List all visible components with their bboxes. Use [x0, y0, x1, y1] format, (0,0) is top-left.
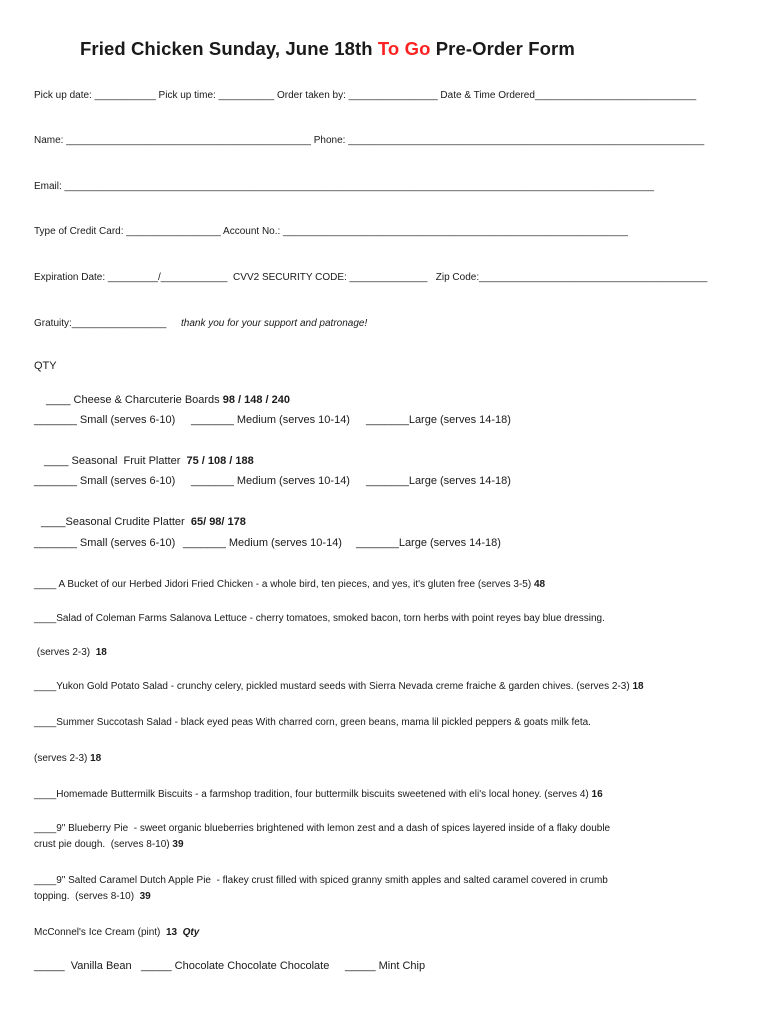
- platter-name: Seasonal Crudite Platter: [65, 516, 191, 528]
- item-fried-chicken[interactable]: [34, 578, 545, 591]
- size-large[interactable]: _______Large (serves 14-18): [366, 414, 511, 426]
- gratuity-line[interactable]: Gratuity:_________________: [34, 318, 167, 329]
- size-medium[interactable]: _______ Medium (serves 10-14): [191, 475, 350, 487]
- item-biscuits[interactable]: [34, 788, 603, 801]
- item-apple-pie-cont: [34, 890, 151, 903]
- item-potato-salad[interactable]: [34, 680, 644, 693]
- item-text: crust pie dough. (serves 8-10): [34, 839, 173, 850]
- item-salanova-serves: [34, 646, 107, 659]
- title-part-1: Fried Chicken Sunday, June 18th: [80, 38, 378, 59]
- name-phone-line[interactable]: Name: ____________________________________________ Phone: ________________________________________________________________: [34, 135, 705, 146]
- ice-cream-heading: [34, 926, 199, 939]
- form-title: [80, 38, 575, 60]
- flavor-mint-chip[interactable]: _____ Mint Chip: [345, 960, 426, 972]
- item-succotash-salad[interactable]: ____Summer Succotash Salad - black eyed peas With charred corn, green beans, mama lil pickled peppers & goats milk feta.: [34, 717, 591, 728]
- platter-cheese-heading: [46, 393, 290, 407]
- item-price: 16: [591, 789, 603, 800]
- email-line[interactable]: Email: __________________________________________________________________________________________________________: [34, 181, 655, 192]
- flavor-chocolate[interactable]: _____ Chocolate Chocolate Chocolate: [141, 960, 330, 972]
- item-price: 18: [632, 681, 644, 692]
- credit-card-line[interactable]: Type of Credit Card: _________________ Account No.: ______________________________________________________________: [34, 226, 628, 237]
- ice-cream-price: 13: [165, 927, 178, 938]
- title-part-2: Pre-Order Form: [430, 38, 575, 59]
- size-large[interactable]: _______Large (serves 14-18): [366, 475, 511, 487]
- platter-crudite-heading: [41, 515, 246, 529]
- item-price: 18: [90, 753, 102, 764]
- size-small[interactable]: _______ Small (serves 6-10): [34, 475, 176, 487]
- item-text: ____Homemade Buttermilk Biscuits - a farmshop tradition, four buttermilk biscuits sweetened with eli's local honey. (serves 4): [34, 789, 592, 800]
- platter-fruit-heading: [44, 454, 254, 468]
- size-medium[interactable]: _______ Medium (serves 10-14): [183, 537, 342, 549]
- item-serves: (serves 2-3): [34, 753, 91, 764]
- size-small[interactable]: _______ Small (serves 6-10): [34, 537, 176, 549]
- item-blueberry-pie[interactable]: ____9" Blueberry Pie - sweet organic blueberries brightened with lemon zest and a dash of spices layered inside of a flaky double: [34, 823, 611, 834]
- item-text: ____Yukon Gold Potato Salad - crunchy celery, pickled mustard seeds with Sierra Nevada creme fraiche & garden chives. (serves 2-3): [34, 681, 633, 692]
- item-succotash-serves: [34, 752, 101, 765]
- thank-you-note: thank you for your support and patronage!: [181, 318, 368, 329]
- platter-prices: 98 / 148 / 240: [222, 394, 291, 406]
- item-price: 39: [139, 891, 151, 902]
- item-price: 39: [172, 839, 184, 850]
- qty-heading: QTY: [34, 360, 57, 372]
- size-large[interactable]: _______Large (serves 14-18): [356, 537, 501, 549]
- title-to-go: To Go: [377, 38, 431, 59]
- item-salanova-salad[interactable]: ____Salad of Coleman Farms Salanova Lettuce - cherry tomatoes, smoked bacon, torn herbs with point reyes bay blue dressing.: [34, 613, 605, 624]
- item-apple-pie[interactable]: ____9" Salted Caramel Dutch Apple Pie - flakey crust filled with spiced granny smith apples and salted caramel covered in crumb: [34, 875, 608, 886]
- item-text: topping. (serves 8-10): [34, 891, 140, 902]
- ice-cream-qty: Qty: [182, 927, 200, 938]
- platter-prices: 75 / 108 / 188: [186, 455, 254, 467]
- platter-blank[interactable]: ____: [44, 455, 69, 467]
- size-small[interactable]: _______ Small (serves 6-10): [34, 414, 176, 426]
- platter-prices: 65/ 98/ 178: [190, 516, 246, 528]
- platter-name: Seasonal Fruit Platter: [68, 455, 187, 467]
- ice-cream-label: McConnel's Ice Cream (pint): [34, 927, 166, 938]
- item-price: 18: [95, 647, 107, 658]
- platter-name: Cheese & Charcuterie Boards: [70, 394, 223, 406]
- platter-blank[interactable]: ____: [41, 516, 66, 528]
- platter-blank[interactable]: ____: [46, 394, 71, 406]
- pickup-line[interactable]: Pick up date: ___________ Pick up time: __________ Order taken by: ________________ Date & Time Ordered_____________________________: [34, 90, 697, 101]
- item-blueberry-pie-cont: [34, 838, 184, 851]
- expiration-line[interactable]: Expiration Date: _________/____________ CVV2 SECURITY CODE: ______________ Zip Code:_________________________________________: [34, 272, 708, 283]
- flavor-vanilla[interactable]: _____ Vanilla Bean: [34, 960, 132, 972]
- size-medium[interactable]: _______ Medium (serves 10-14): [191, 414, 350, 426]
- item-price: 48: [533, 579, 546, 590]
- item-text: ____ A Bucket of our Herbed Jidori Fried Chicken - a whole bird, ten pieces, and yes, it's gluten free (serves 3-5): [34, 579, 534, 590]
- item-serves: (serves 2-3): [34, 647, 96, 658]
